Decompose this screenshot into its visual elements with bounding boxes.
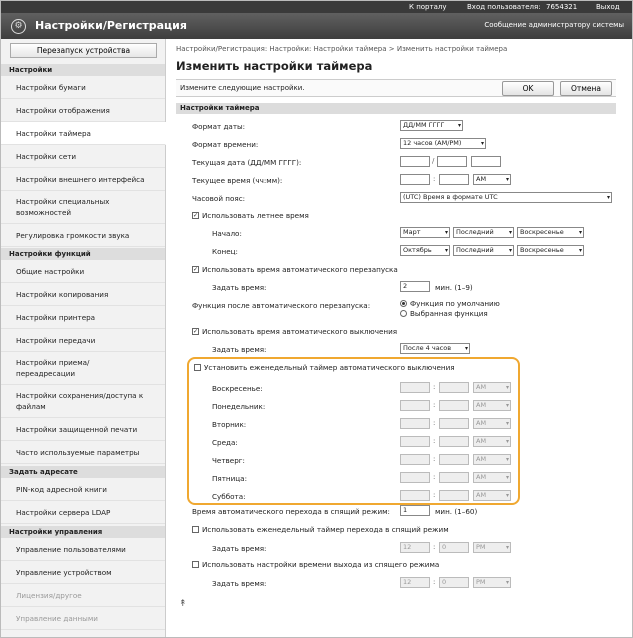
weekday-hour-input[interactable]: [400, 490, 430, 501]
main-content: [167, 39, 633, 638]
weekday-hour-input[interactable]: [400, 382, 430, 393]
sidebar-item-paper[interactable]: Настройки бумаги: [1, 76, 165, 99]
admin-message-link[interactable]: Сообщение администратору системы: [484, 21, 624, 29]
section-header: Настройки таймера: [176, 103, 616, 114]
sidebar-section-settings: Настройки: [1, 64, 165, 76]
dst-start-month-value: Март: [403, 228, 421, 236]
timezone-value: (UTC) Время в формате UTC: [403, 193, 498, 201]
chevron-down-icon: ▾: [505, 579, 509, 586]
scroll-top-icon[interactable]: ↟: [179, 599, 187, 609]
chevron-down-icon: ▾: [505, 420, 509, 427]
chevron-down-icon: ▾: [505, 544, 509, 551]
sidebar-item-user-management[interactable]: Управление пользователями: [1, 538, 165, 561]
selected-function-radio[interactable]: [400, 310, 407, 317]
sleep-exit-ampm-select[interactable]: [473, 577, 511, 588]
after-reset-label: Функция после автоматического перезапуска:: [192, 301, 371, 310]
weekday-hour-input[interactable]: [400, 454, 430, 465]
weekday-label: Вторник:: [212, 420, 247, 429]
current-minute-input[interactable]: [439, 174, 469, 185]
dst-checkbox[interactable]: ✓: [193, 212, 199, 219]
default-function-label: Функция по умолчанию: [410, 299, 500, 308]
dst-end-day-select[interactable]: [517, 245, 584, 256]
weekday-time-separator: :: [433, 419, 436, 427]
time-format-label: Формат времени:: [192, 140, 259, 149]
time-format-select[interactable]: [400, 138, 486, 149]
header: [1, 13, 632, 39]
timezone-label: Часовой пояс:: [192, 194, 246, 203]
chevron-down-icon: ▾: [505, 176, 509, 183]
chevron-down-icon: ▾: [508, 229, 512, 236]
weekday-time-separator: :: [433, 455, 436, 463]
chevron-down-icon: ▾: [444, 247, 448, 254]
dst-start-week-select[interactable]: [453, 227, 514, 238]
weekly-sleep-ampm-select[interactable]: [473, 542, 511, 553]
sidebar-item-address-book-pin[interactable]: PIN-код адресной книги: [1, 478, 165, 501]
sidebar-section-destinations: Задать адресате: [1, 466, 165, 478]
sleep-exit-checkbox[interactable]: [192, 561, 199, 568]
weekly-sleep-separator: :: [433, 543, 436, 551]
chevron-down-icon: ▾: [578, 247, 582, 254]
sidebar-item-accessibility[interactable]: Настройки специальных возможностей: [1, 191, 165, 224]
weekday-label: Суббота:: [212, 492, 246, 501]
sidebar-section-management: Настройки управления: [1, 526, 165, 538]
weekday-ampm-value: AM: [476, 491, 487, 499]
chevron-down-icon: ▾: [480, 140, 484, 147]
weekday-ampm-select[interactable]: [473, 382, 511, 393]
weekday-ampm-value: AM: [476, 437, 487, 445]
page-header-title: Настройки/Регистрация: [35, 19, 187, 32]
weekday-time-separator: :: [433, 437, 436, 445]
sidebar-item-receive-forward[interactable]: Настройки приема/переадресации: [1, 352, 165, 385]
portal-link[interactable]: К порталу: [409, 3, 447, 11]
time-format-value: 12 часов (AM/PM): [403, 139, 462, 147]
weekday-time-separator: :: [433, 491, 436, 499]
weekday-ampm-value: AM: [476, 473, 487, 481]
weekday-minute-input[interactable]: [439, 436, 469, 447]
sidebar: [1, 39, 166, 638]
sidebar-item-display[interactable]: Настройки отображения: [1, 99, 165, 122]
chevron-down-icon: ▾: [505, 438, 509, 445]
weekday-ampm-select[interactable]: [473, 418, 511, 429]
sleep-exit-label: Использовать настройки времени выхода из спящего режима: [202, 560, 440, 569]
date-format-select[interactable]: [400, 120, 463, 131]
weekday-minute-input[interactable]: [439, 454, 469, 465]
dst-end-label: Конец:: [212, 247, 238, 256]
weekly-sleep-label: Использовать еженедельный таймер перехода в спящий режим: [202, 525, 449, 534]
weekday-ampm-value: AM: [476, 419, 487, 427]
auto-reset-unit: мин. (1–9): [435, 283, 473, 292]
auto-shutdown-checkbox[interactable]: ✓: [193, 328, 199, 335]
weekday-hour-input[interactable]: [400, 418, 430, 429]
top-bar: [1, 1, 632, 13]
weekday-minute-input[interactable]: [439, 418, 469, 429]
weekday-time-separator: :: [433, 401, 436, 409]
current-date-label: Текущая дата (ДД/ММ ГГГГ):: [192, 158, 302, 167]
sidebar-section-functions: Настройки функций: [1, 248, 165, 260]
sleep-exit-set-label: Задать время:: [212, 579, 267, 588]
weekday-time-separator: :: [433, 383, 436, 391]
auto-reset-input[interactable]: 2: [400, 281, 430, 292]
change-prompt: Измените следующие настройки.: [180, 84, 305, 92]
weekday-label: Четверг:: [212, 456, 245, 465]
weekly-sleep-checkbox[interactable]: [192, 526, 199, 533]
logout-link[interactable]: Выход: [596, 3, 620, 11]
current-month-input[interactable]: [437, 156, 467, 167]
date-format-label: Формат даты:: [192, 122, 246, 131]
chevron-down-icon: ▾: [457, 122, 461, 129]
chevron-down-icon: ▾: [505, 474, 509, 481]
sidebar-item-volume[interactable]: Регулировка громкости звука: [1, 224, 165, 247]
dst-end-day-value: Воскресенье: [520, 246, 564, 254]
weekday-ampm-select[interactable]: [473, 436, 511, 447]
weekday-ampm-value: AM: [476, 455, 487, 463]
sidebar-item-printer[interactable]: Настройки принтера: [1, 306, 165, 329]
dst-start-label: Начало:: [212, 229, 242, 238]
sidebar-item-license[interactable]: Лицензия/другое: [1, 584, 165, 607]
weekday-label: Понедельник:: [212, 402, 266, 411]
chevron-down-icon: ▾: [464, 345, 468, 352]
sidebar-item-general[interactable]: Общие настройки: [1, 260, 165, 283]
sidebar-item-favorite-settings[interactable]: Часто используемые параметры: [1, 441, 165, 464]
sidebar-item-device-management[interactable]: Управление устройством: [1, 561, 165, 584]
chevron-down-icon: ▾: [578, 229, 582, 236]
weekday-ampm-select[interactable]: [473, 472, 511, 483]
sidebar-item-timer[interactable]: Настройки таймера: [1, 122, 166, 145]
dst-start-day-value: Воскресенье: [520, 228, 564, 236]
weekly-sleep-minute-input[interactable]: 0: [439, 542, 469, 553]
sleep-exit-minute-input[interactable]: 0: [439, 577, 469, 588]
auto-reset-label: Использовать время автоматического перезапуска: [202, 265, 398, 274]
weekday-hour-input[interactable]: [400, 400, 430, 411]
sleep-time-label: Время автоматического перехода в спящий режим:: [192, 507, 390, 516]
dst-label: Использовать летнее время: [202, 211, 309, 220]
auto-shutdown-value: После 4 часов: [403, 344, 452, 352]
cancel-button[interactable]: Отмена: [560, 81, 612, 96]
sidebar-item-send[interactable]: Настройки передачи: [1, 329, 165, 352]
timezone-select[interactable]: [400, 192, 612, 203]
date-separator: /: [432, 157, 435, 165]
weekday-ampm-value: AM: [476, 401, 487, 409]
weekday-ampm-select[interactable]: [473, 490, 511, 501]
user-label: Вход пользователя:: [467, 3, 541, 11]
date-format-value: ДД/ММ ГГГГ: [403, 121, 445, 129]
dst-end-week-value: Последний: [456, 246, 494, 254]
dst-start-month-select[interactable]: [400, 227, 450, 238]
ok-button[interactable]: OK: [502, 81, 554, 96]
chevron-down-icon: ▾: [505, 492, 509, 499]
restart-device-button[interactable]: Перезапуск устройства: [10, 43, 157, 58]
dst-start-week-value: Последний: [456, 228, 494, 236]
settings-gear-icon: ⚙: [11, 19, 26, 34]
sleep-time-unit: мин. (1–60): [435, 507, 478, 516]
sleep-exit-ampm-value: PM: [476, 578, 486, 586]
dst-end-month-value: Октябрь: [403, 246, 432, 254]
chevron-down-icon: ▾: [505, 456, 509, 463]
chevron-down-icon: ▾: [505, 402, 509, 409]
dst-end-month-select[interactable]: [400, 245, 450, 256]
weekday-minute-input[interactable]: [439, 400, 469, 411]
weekday-minute-input[interactable]: [439, 490, 469, 501]
auto-shutdown-label: Использовать время автоматического выключения: [202, 327, 398, 336]
auto-reset-checkbox[interactable]: ✓: [193, 266, 199, 273]
sidebar-item-store-access[interactable]: Настройки сохранения/доступа к файлам: [1, 385, 165, 418]
sidebar-item-copy[interactable]: Настройки копирования: [1, 283, 165, 306]
weekday-label: Пятница:: [212, 474, 248, 483]
weekday-minute-input[interactable]: [439, 472, 469, 483]
weekday-ampm-value: AM: [476, 383, 487, 391]
weekday-time-separator: :: [433, 473, 436, 481]
page-title: Изменить настройки таймера: [176, 59, 373, 73]
sidebar-item-ldap[interactable]: Настройки сервера LDAP: [1, 501, 165, 524]
sidebar-item-network[interactable]: Настройки сети: [1, 145, 165, 168]
sleep-exit-hour-input[interactable]: 12: [400, 577, 430, 588]
sleep-time-input[interactable]: 1: [400, 505, 430, 516]
weekday-ampm-select[interactable]: [473, 400, 511, 411]
weekly-shutdown-checkbox[interactable]: [194, 364, 201, 371]
default-function-radio[interactable]: [400, 300, 407, 307]
user-id: 7654321: [546, 3, 578, 11]
action-bar: [176, 79, 616, 97]
weekly-sleep-hour-input[interactable]: 12: [400, 542, 430, 553]
weekly-sleep-set-label: Задать время:: [212, 544, 267, 553]
weekday-label: Воскресенье:: [212, 384, 263, 393]
chevron-down-icon: ▾: [444, 229, 448, 236]
weekday-minute-input[interactable]: [439, 382, 469, 393]
weekday-hour-input[interactable]: [400, 472, 430, 483]
time-separator: :: [433, 175, 436, 183]
current-hour-input[interactable]: [400, 174, 430, 185]
current-year-input[interactable]: [471, 156, 501, 167]
auto-shutdown-set-label: Задать время:: [212, 345, 267, 354]
dst-start-day-select[interactable]: [517, 227, 584, 238]
weekday-hour-input[interactable]: [400, 436, 430, 447]
selected-function-label: Выбранная функция: [410, 309, 488, 318]
current-ampm-select[interactable]: [473, 174, 511, 185]
sidebar-item-data-management[interactable]: Управление данными: [1, 607, 165, 630]
chevron-down-icon: ▾: [606, 194, 610, 201]
weekly-sleep-ampm-value: PM: [476, 543, 486, 551]
auto-shutdown-select[interactable]: [400, 343, 470, 354]
dst-end-week-select[interactable]: [453, 245, 514, 256]
auto-reset-set-label: Задать время:: [212, 283, 267, 292]
breadcrumb: Настройки/Регистрация: Настройки: Настройки таймера > Изменить настройки таймера: [176, 45, 508, 53]
sidebar-item-external-interface[interactable]: Настройки внешнего интерфейса: [1, 168, 165, 191]
current-time-label: Текущее время (чч:мм):: [192, 176, 283, 185]
current-day-input[interactable]: [400, 156, 430, 167]
sidebar-item-secure-print[interactable]: Настройки защищенной печати: [1, 418, 165, 441]
sleep-exit-separator: :: [433, 578, 436, 586]
weekly-shutdown-label: Установить еженедельный таймер автоматического выключения: [204, 363, 455, 372]
weekday-label: Среда:: [212, 438, 238, 447]
chevron-down-icon: ▾: [505, 384, 509, 391]
current-ampm-value: AM: [476, 175, 487, 183]
chevron-down-icon: ▾: [508, 247, 512, 254]
weekday-ampm-select[interactable]: [473, 454, 511, 465]
